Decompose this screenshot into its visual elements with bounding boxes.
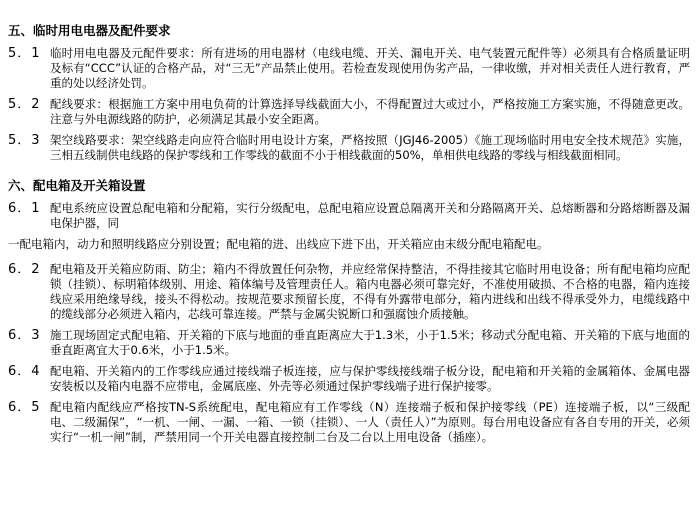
clause-6-1 bbox=[8, 201, 690, 231]
clause-6-2 bbox=[8, 262, 690, 322]
clause-number: 6．1 bbox=[8, 201, 41, 216]
clause-5-2 bbox=[8, 97, 690, 127]
clause-number: 6．2 bbox=[8, 262, 41, 277]
clause-text: 配电箱及开关箱应防雨、防尘；箱内不得放置任何杂物，并应经常保持整洁，不得挂接其它临时用电设备；所有配电箱均应配锁（挂锁）、标明箱体级别、用途、箱体编号及管理责任人。箱内电器必须可靠完好，不准使用破损、不合格的电器，箱内连接线应采用绝缘导线，接头不得松动。按规范要求预留长度，不得有外露带电部分，箱内进线和出线不得承受外力，电缆线路中的缆线部分必须进入箱内，芯线可靠连接。严禁与金属尖锐断口和强腐蚀介质接触。 bbox=[50, 262, 690, 321]
clause-number: 6．4 bbox=[8, 364, 41, 379]
clause-number: 6．5 bbox=[8, 400, 41, 415]
clause-number: 5．2 bbox=[8, 97, 41, 112]
section-heading-5: 五、临时用电电器及配件要求 bbox=[8, 23, 171, 38]
clause-text: 施工现场固定式配电箱、开关箱的下底与地面的垂直距离应大于1.3米，小于1.5米；移动式分配电箱、开关箱的下底与地面的垂直距离宜大于0.6米，小于1.5米。 bbox=[50, 328, 690, 357]
clause-number: 5．1 bbox=[8, 46, 41, 61]
clause-text: 配电箱内配线应严格按TN-S系统配电，配电箱应有工作零线（N）连接端子板和保护接零线（PE）连接端子板，以“三级配电、二级漏保”，“一机、一闸、一漏、一箱、一锁（挂锁）、一人（责任人）”为原则。每台用电设备应有各自专用的开关，必须实行“一机一闸”制，严禁用同一个开关电器直接控制二台及二台以上用电设备（插座）。 bbox=[50, 400, 690, 444]
section-heading-6: 六、配电箱及开关箱设置 bbox=[8, 178, 146, 193]
clause-number: 5．3 bbox=[8, 133, 41, 148]
clause-6-4 bbox=[8, 364, 690, 394]
clause-text: 临时用电电器及元配件要求：所有进场的用电器材（电线电缆、开关、漏电开关、电气装置元配件等）必须具有合格质量证明及标有“CCC”认证的合格产品，对“三无”产品禁止使用。若检查发现使用伪劣产品，一律收缴，并对相关责任人进行教育，严重的处以经济处罚。 bbox=[50, 46, 690, 90]
clause-5-1 bbox=[8, 46, 690, 91]
clause-6-5 bbox=[8, 400, 690, 445]
clause-text: 配线要求：根据施工方案中用电负荷的计算选择导线截面大小，不得配置过大或过小，严格按施工方案实施，不得随意更改。注意与外电源线路的防护，必须满足其最小安全距离。 bbox=[50, 97, 690, 126]
clause-text: 架空线路要求：架空线路走向应符合临时用电设计方案，严格按照（JGJ46-2005）《施工现场临时用电安全技术规范》实施，三相五线制供电线路的保护零线和工作零线的截面不小于相线截面的50%，单相供电线路的零线与相线截面相同。 bbox=[50, 133, 690, 162]
clause-text: 配电系统应设置总配电箱和分配箱，实行分级配电，总配电箱应设置总隔离开关和分路隔离开关、总熔断器和分路熔断器及漏电保护器，同 bbox=[50, 201, 690, 230]
clause-5-3 bbox=[8, 133, 690, 163]
clause-text: 配电箱、开关箱内的工作零线应通过接线端子板连接，应与保护零线接线端子板分设，配电箱和开关箱的金属箱体、金属电器安装板以及箱内电器不应带电，金属底座、外壳等必须通过保护零线端子进行保护接零。 bbox=[50, 364, 690, 393]
clause-number: 6．3 bbox=[8, 328, 41, 343]
clause-6-1-continuation: 一配电箱内，动力和照明线路应分别设置；配电箱的进、出线应下进下出，开关箱应由末级分配电箱配电。 bbox=[8, 237, 549, 251]
clause-6-3 bbox=[8, 328, 690, 358]
